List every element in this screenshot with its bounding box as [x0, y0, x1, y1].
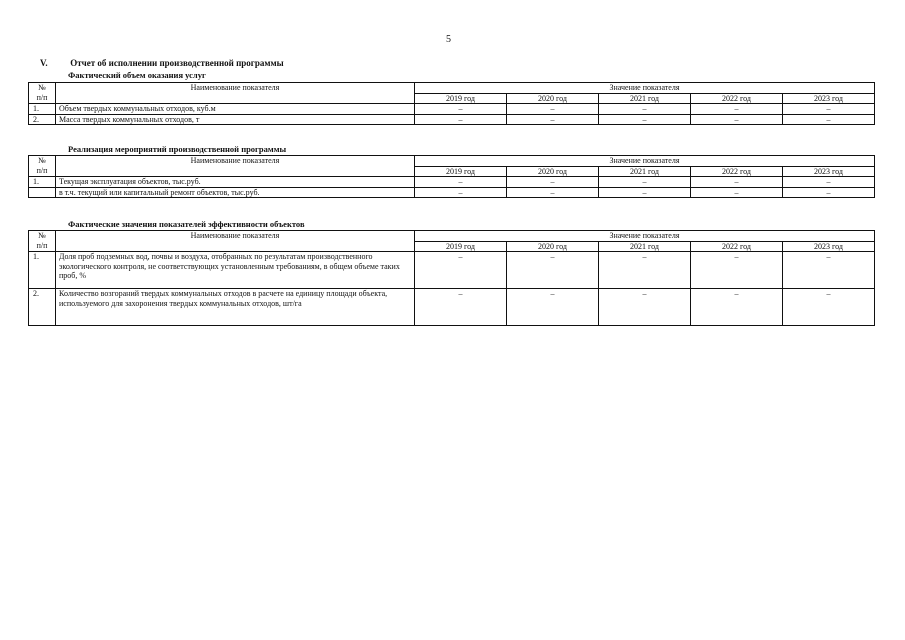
row-value: – [599, 104, 691, 115]
row-value: – [691, 252, 783, 289]
row-num: 2. [29, 114, 56, 125]
row-num: 2. [29, 289, 56, 326]
row-value: – [415, 187, 507, 198]
row-value: – [783, 114, 875, 125]
header-num: № п/п [29, 156, 56, 177]
header-year: 2019 год [415, 241, 507, 252]
row-value: – [415, 104, 507, 115]
row-name: в т.ч. текущий или капитальный ремонт объектов, тыс.руб. [56, 187, 415, 198]
row-value: – [415, 289, 507, 326]
table-row [29, 114, 875, 125]
row-name: Текущая эксплуатация объектов, тыс.руб. [56, 177, 415, 188]
table-row [29, 177, 875, 188]
row-value: – [415, 114, 507, 125]
header-name: Наименование показателя [56, 83, 415, 104]
row-value: – [507, 187, 599, 198]
header-year: 2022 год [691, 93, 783, 104]
row-num: 1. [29, 177, 56, 188]
header-year: 2021 год [599, 241, 691, 252]
header-year: 2019 год [415, 166, 507, 177]
efficiency-table [28, 230, 875, 326]
row-value: – [415, 252, 507, 289]
row-name: Доля проб подземных вод, почвы и воздуха, отобранных по результатам производственного экологического контроля, не соответствующих установленным требованиям, в общем объеме таких проб, % [56, 252, 415, 289]
section-title: Отчет об исполнении производственной программы [70, 58, 284, 68]
row-num [29, 187, 56, 198]
table-title-efficiency: Фактические значения показателей эффективности объектов [68, 219, 305, 229]
row-value: – [507, 252, 599, 289]
row-value: – [691, 177, 783, 188]
row-value: – [507, 289, 599, 326]
row-value: – [783, 104, 875, 115]
table-title-measures: Реализация мероприятий производственной программы [68, 144, 287, 154]
header-num: № п/п [29, 83, 56, 104]
row-name: Объем твердых коммунальных отходов, куб.м [56, 104, 415, 115]
header-value-group: Значение показателя [415, 231, 875, 242]
row-value: – [599, 289, 691, 326]
row-value: – [691, 289, 783, 326]
header-year: 2020 год [507, 241, 599, 252]
table-title-volume: Фактический объем оказания услуг [68, 70, 206, 80]
volume-table [28, 82, 875, 125]
header-year: 2023 год [783, 93, 875, 104]
header-year: 2020 год [507, 166, 599, 177]
header-year: 2021 год [599, 93, 691, 104]
measures-table [28, 155, 875, 198]
row-value: – [783, 187, 875, 198]
row-value: – [783, 177, 875, 188]
row-value: – [691, 104, 783, 115]
header-value-group: Значение показателя [415, 83, 875, 94]
header-year: 2022 год [691, 166, 783, 177]
row-value: – [599, 187, 691, 198]
header-value-group: Значение показателя [415, 156, 875, 167]
row-value: – [507, 104, 599, 115]
row-value: – [691, 114, 783, 125]
row-value: – [599, 114, 691, 125]
header-year: 2023 год [783, 241, 875, 252]
table-row [29, 252, 875, 289]
row-value: – [783, 289, 875, 326]
header-year: 2020 год [507, 93, 599, 104]
page-number: 5 [446, 34, 451, 45]
header-num: № п/п [29, 231, 56, 252]
row-name: Масса твердых коммунальных отходов, т [56, 114, 415, 125]
header-year: 2022 год [691, 241, 783, 252]
row-value: – [599, 177, 691, 188]
row-value: – [599, 252, 691, 289]
header-year: 2019 год [415, 93, 507, 104]
section-number: V. [40, 58, 48, 68]
row-value: – [507, 114, 599, 125]
row-value: – [783, 252, 875, 289]
header-year: 2023 год [783, 166, 875, 177]
table-row [29, 289, 875, 326]
row-name: Количество возгораний твердых коммунальных отходов в расчете на единицу площади объекта, используемого для захоронения твердых коммунальных отходов, шт/га [56, 289, 415, 326]
row-num: 1. [29, 104, 56, 115]
header-name: Наименование показателя [56, 231, 415, 252]
row-value: – [507, 177, 599, 188]
row-value: – [691, 187, 783, 198]
table-row [29, 104, 875, 115]
header-year: 2021 год [599, 166, 691, 177]
section-heading [40, 58, 284, 68]
row-num: 1. [29, 252, 56, 289]
table-row [29, 187, 875, 198]
row-value: – [415, 177, 507, 188]
header-name: Наименование показателя [56, 156, 415, 177]
